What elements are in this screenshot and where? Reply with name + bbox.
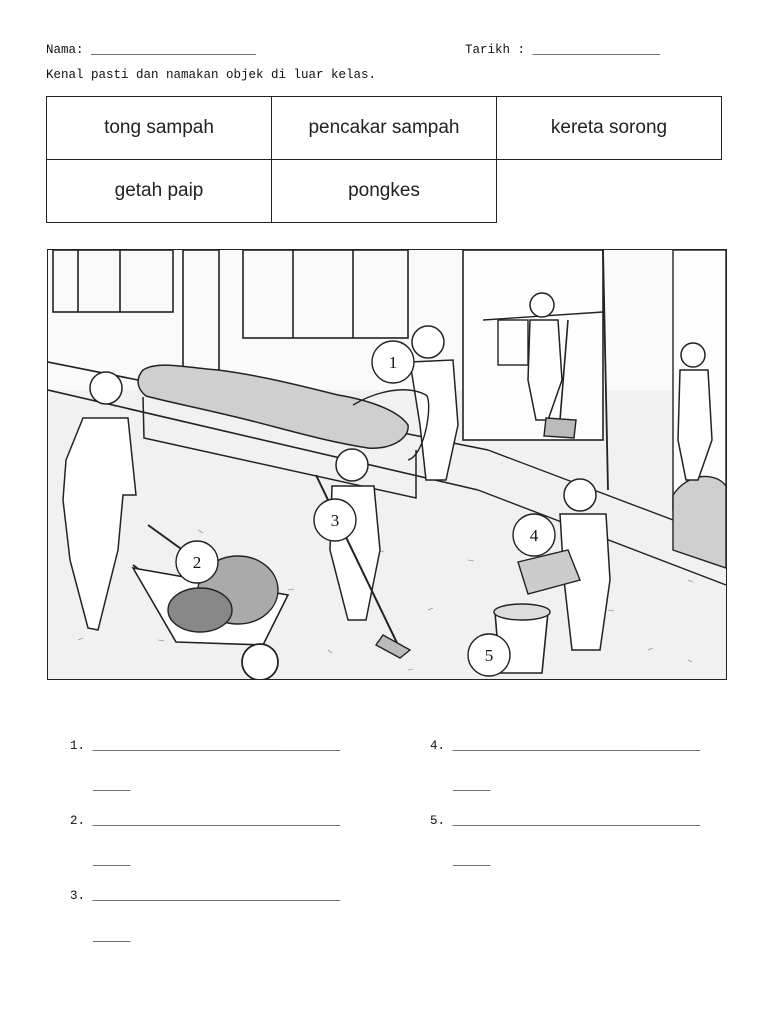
word-bank-empty-cell bbox=[497, 160, 722, 223]
word-bank-cell: kereta sorong bbox=[497, 97, 722, 160]
marker-label: 4 bbox=[529, 526, 539, 545]
answer-line-2[interactable] bbox=[70, 814, 340, 828]
answer-blank[interactable]: _________________________________ bbox=[452, 739, 701, 753]
answer-continuation[interactable]: _____ bbox=[453, 854, 491, 868]
answer-number: 3. bbox=[70, 889, 86, 903]
marker-label: 5 bbox=[484, 646, 494, 665]
answer-continuation[interactable]: _____ bbox=[93, 930, 131, 944]
school-yard-illustration bbox=[47, 249, 727, 680]
answer-number: 1. bbox=[70, 739, 86, 753]
marker-label: 1 bbox=[388, 353, 398, 372]
name-field[interactable]: Nama: ______________________ bbox=[46, 43, 257, 57]
word-bank-cell: tong sampah bbox=[47, 97, 272, 160]
marker-label: 2 bbox=[192, 553, 202, 572]
answer-number: 2. bbox=[70, 814, 86, 828]
answer-number: 5. bbox=[430, 814, 446, 828]
word-bank-cell: getah paip bbox=[47, 160, 272, 223]
answer-blank[interactable]: _________________________________ bbox=[92, 889, 341, 903]
answer-line-3[interactable] bbox=[70, 889, 340, 903]
answer-continuation[interactable]: _____ bbox=[453, 779, 491, 793]
marker-label: 3 bbox=[330, 511, 340, 530]
answer-line-4[interactable] bbox=[430, 739, 700, 753]
answer-blank[interactable]: _________________________________ bbox=[92, 739, 341, 753]
word-bank-table bbox=[46, 96, 722, 223]
answer-line-1[interactable] bbox=[70, 739, 340, 753]
date-field[interactable]: Tarikh : _________________ bbox=[465, 43, 661, 57]
word-bank-cell: pongkes bbox=[272, 160, 497, 223]
answer-blank[interactable]: _________________________________ bbox=[452, 814, 701, 828]
answer-number: 4. bbox=[430, 739, 446, 753]
instruction-text: Kenal pasti dan namakan objek di luar kelas. bbox=[46, 68, 377, 82]
word-bank-cell: pencakar sampah bbox=[272, 97, 497, 160]
answer-blank[interactable]: _________________________________ bbox=[92, 814, 341, 828]
answer-line-5[interactable] bbox=[430, 814, 700, 828]
answer-continuation[interactable]: _____ bbox=[93, 854, 131, 868]
answer-continuation[interactable]: _____ bbox=[93, 779, 131, 793]
